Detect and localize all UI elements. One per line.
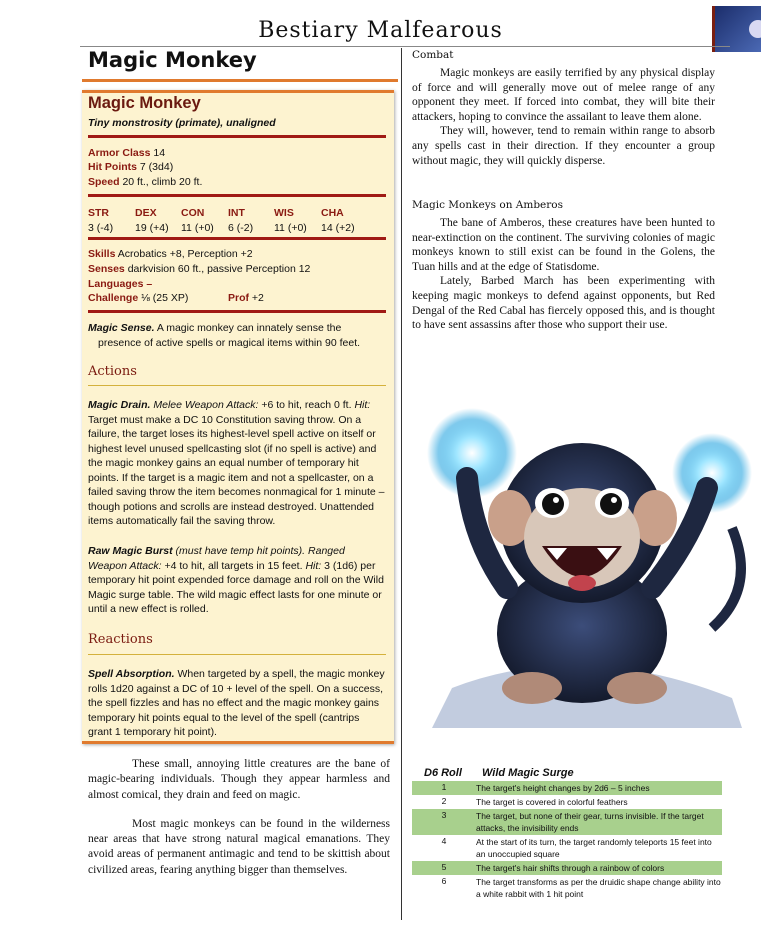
statblock-divider	[88, 237, 386, 240]
armor-class-row	[88, 146, 165, 161]
speed-value: 20 ft., climb 20 ft.	[122, 176, 203, 188]
armor-class-value: 14	[153, 147, 166, 159]
challenge-value: ⅛ (25 XP)	[141, 292, 189, 304]
left-body-text	[88, 757, 390, 878]
actions-heading: Actions	[88, 364, 137, 379]
reaction-spell-absorption: Spell Absorption. When targeted by a spell, the magic monkey rolls 1d20 against a DC of 10 + level of the spell. On a success, the spell fizzles and has no effect and the magic monkey gains temporary hit points equal to the level of the spell (cantrips grant 1 temporary hit point).	[88, 668, 385, 738]
statblock-name: Magic Monkey	[88, 94, 201, 112]
table-row: 1 The target's height changes by 2d6 – 5 inches	[412, 781, 722, 795]
ability-dex: DEX 19 (+4)	[135, 207, 169, 234]
table-row: 5 The target's hair shifts through a rainbow of colors	[412, 861, 722, 875]
ability-int: INT 6 (-2)	[228, 207, 254, 234]
page-header-title: Bestiary Malfearous	[258, 18, 503, 43]
table-header	[412, 765, 722, 781]
wild-magic-surge-table	[412, 765, 722, 901]
amberos-paragraph: The bane of Amberos, these creatures have been hunted to near-extinction on the continent. The surviving colonies of magic monkeys known to still exist can be found in the Golens, the Tuan hills and at the edge of Statisdome.	[412, 217, 715, 273]
languages-row	[88, 277, 152, 292]
challenge-row	[88, 291, 188, 306]
proficiency-row	[228, 291, 264, 306]
page-title: Magic Monkey	[88, 48, 257, 72]
header-rule	[80, 46, 730, 47]
ability-str: STR 3 (-4)	[88, 207, 114, 234]
left-paragraph: Most magic monkeys can be found in the wilderness near areas that have strong natural magical emanations. They avoid areas of permanent antimagic and tend to be skittish about civilized areas, fearing anything bigger than themselves.	[88, 817, 390, 876]
section-rule	[88, 654, 386, 655]
title-underline	[82, 79, 398, 82]
table-row: 2 The target is covered in colorful feathers	[441, 796, 628, 807]
combat-paragraph: Magic monkeys are easily terrified by any physical display of force and will generally move out of melee range of any opponent they meet. If forced into combat, they will bite their attackers, hoping to convince the assailant to leave them alone.	[412, 67, 715, 123]
senses-value: darkvision 60 ft., passive Perception 12	[127, 263, 311, 275]
armor-class-label: Armor Class	[88, 147, 151, 159]
reactions-heading: Reactions	[88, 632, 153, 647]
action-raw-magic-burst: Raw Magic Burst (must have temp hit points). Ranged Weapon Attack: +4 to hit, all targets in 15 feet. Hit: 3 (1d6) per temporary hit point expended force damage and roll on the Wild Magic surge table. The wild magic effect lasts for one minute or until a new effect is rolled.	[88, 545, 384, 615]
stat-block	[82, 90, 394, 744]
senses-row	[88, 262, 310, 277]
table-row: 6 The target transforms as per the druidic shape change ability into a white rabbit with 1 hit point	[441, 876, 721, 899]
table-header-effect: Wild Magic Surge	[482, 767, 574, 779]
section-rule	[88, 385, 386, 386]
ability-con: CON 11 (+0)	[181, 207, 214, 234]
magic-monkey-illustration	[412, 388, 758, 734]
hit-points-row	[88, 160, 173, 175]
hit-points-value: 7 (3d4)	[139, 161, 174, 173]
hit-points-label: Hit Points	[88, 161, 137, 173]
skills-value: Acrobatics +8, Perception +2	[117, 248, 253, 260]
skills-row	[88, 247, 253, 262]
combat-heading: Combat	[412, 49, 454, 61]
trait-magic-sense: Magic Sense. A magic monkey can innately sense the presence of active spells or magical items within 90 feet.	[88, 322, 361, 349]
languages-label: Languages	[88, 278, 144, 290]
table-header-roll: D6 Roll	[424, 767, 462, 779]
action-magic-drain: Magic Drain. Melee Weapon Attack: +6 to hit, reach 0 ft. Hit: Target must make a DC 10 Constitution saving throw. On a failure, the target loses its highest-level spell active on itself or highest level unused spellcasting slot (if no spell is active) and the magic monkey gains an equal number of temporary hit points. If the target is a magic item and not a spellcaster, on a failed saving throw the item becomes nonmagical for 1 minute – though potions and scrolls are instead destroyed. Unattended items automatically fail the saving throw.	[88, 399, 385, 527]
left-paragraph: These small, annoying little creatures are the bane of magic-bearing individuals. Though they appear harmless and almost comical, they drain and feed on magic.	[88, 758, 390, 801]
table-row: 4 At the start of its turn, the target randomly teleports 15 feet into an unoccupied square	[441, 836, 712, 859]
amberos-paragraph: Lately, Barbed March has been experimenting with keeping magic monkeys to defend against opponents, but Red Dengal of the Red Cabal has fiercely opposed this, and is thought to have sent assassins after those who support their use.	[412, 275, 715, 332]
languages-value: –	[146, 278, 153, 290]
skills-label: Skills	[88, 248, 116, 260]
amberos-text	[412, 216, 715, 333]
ability-cha: CHA 14 (+2)	[321, 207, 355, 234]
ability-wis: WIS 11 (+0)	[274, 207, 307, 234]
statblock-divider	[88, 310, 386, 313]
proficiency-label: Prof	[228, 292, 249, 304]
statblock-divider	[88, 135, 386, 138]
statblock-divider	[88, 194, 386, 197]
amberos-heading: Magic Monkeys on Amberos	[412, 199, 564, 211]
combat-text	[412, 66, 715, 168]
table-row: 3 The target, but none of their gear, turns invisible. If the target attacks, the invisibility ends	[412, 809, 722, 835]
proficiency-value: +2	[251, 292, 264, 304]
challenge-label: Challenge	[88, 292, 139, 304]
statblock-type: Tiny monstrosity (primate), unaligned	[88, 117, 276, 129]
speed-label: Speed	[88, 176, 120, 188]
senses-label: Senses	[88, 263, 125, 275]
speed-row	[88, 175, 202, 190]
combat-paragraph: They will, however, tend to remain within range to absorb any spells cast in their direction. If they encounter a group without magic, they will quickly disperse.	[412, 125, 715, 167]
column-divider	[401, 48, 402, 920]
